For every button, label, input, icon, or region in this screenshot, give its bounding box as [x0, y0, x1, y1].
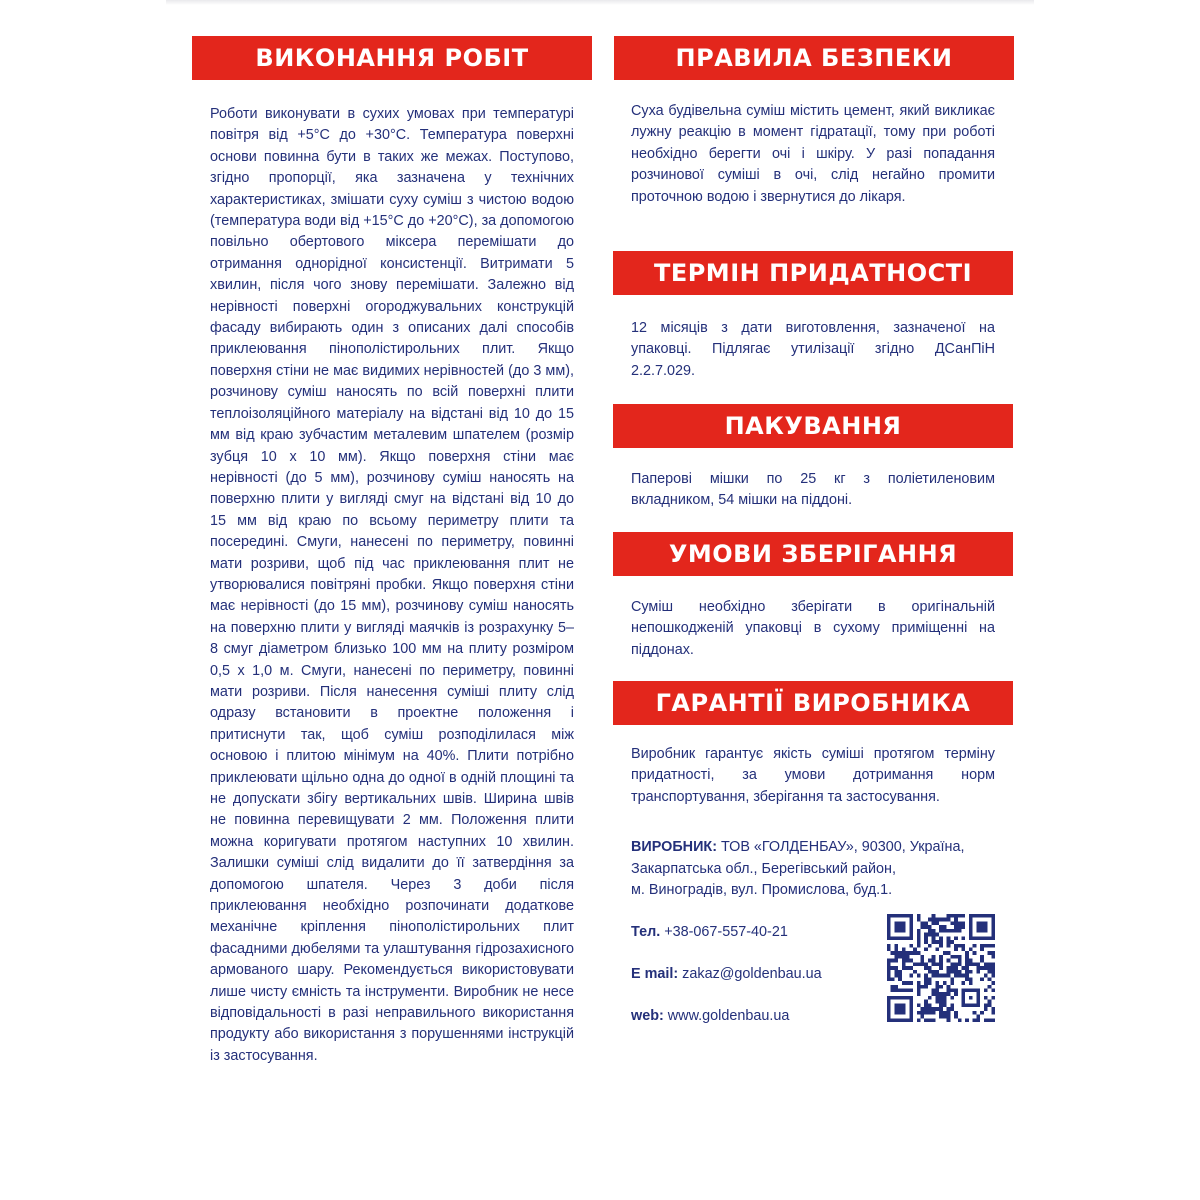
packaging-heading: ПАКУВАННЯ	[613, 404, 1013, 448]
warranty-heading: ГАРАНТІЇ ВИРОБНИКА	[613, 681, 1013, 725]
phone-value[interactable]: +38-067-557-40-21	[660, 924, 788, 940]
phone-line	[631, 922, 788, 943]
shelf-life-text: 12 місяців з дати виготовлення, зазначеної на упаковці. Підлягає утилізації згідно ДСанПіН 2.2.7.029.	[631, 320, 995, 379]
email-link[interactable]: zakaz@goldenbau.ua	[678, 966, 822, 982]
email-line	[631, 964, 822, 985]
email-label: E mail:	[631, 966, 679, 982]
web-line	[631, 1006, 789, 1027]
packaging-text: Паперові мішки по 25 кг з поліетиленовим вкладником, 54 мішки на піддоні.	[631, 471, 995, 509]
storage-heading: УМОВИ ЗБЕРІГАННЯ	[613, 532, 1013, 576]
manufacturer-address-street: м. Виноградів, вул. Промислова, буд.1.	[631, 882, 893, 898]
storage-text: Суміш необхідно зберігати в оригінальній непошкодженій упаковці в сухому приміщенні на піддонах.	[631, 599, 995, 658]
web-link[interactable]: www.goldenbau.ua	[663, 1008, 790, 1024]
safety-text: Суха будівельна суміш містить цемент, який викликає лужну реакцію в момент гідратації, тому при роботі необхідно берегти очі і шкіру. У разі попадання розчинової суміші в очі, слід негайно промити проточною водою і звернутися до лікаря.	[631, 103, 995, 205]
manufacturer-name: ТОВ «ГОЛДЕНБАУ», 90300, Україна,	[717, 839, 965, 855]
phone-label: Тел.	[631, 924, 661, 940]
shelf-life-heading: ТЕРМІН ПРИДАТНОСТІ	[613, 251, 1013, 295]
manufacturer-address-region: Закарпатська обл., Берегівський район,	[631, 861, 896, 877]
safety-heading: ПРАВИЛА БЕЗПЕКИ	[614, 36, 1014, 80]
works-heading: ВИКОНАННЯ РОБІТ	[192, 36, 592, 80]
works-text: Роботи виконувати в сухих умовах при температурі повітря від +5°С до +30°С. Температура поверхні основи повинна бути в таких же межах. Поступово, згідно пропорції, яка зазначена у технічних характеристиках, змішати суху суміш з чистою водою (температура води від +15°С до +20°С), за допомогою повільно обертового міксера перемішати до отримання однорідної консистенції. Витримати 5 хвилин, після чого знову перемішати. Залежно від нерівності поверхні огороджувальних конструкцій фасаду вибирають один з описаних далі способів приклеювання пінополістирольних плит. Якщо поверхня стіни не має видимих нерівностей (до 3 мм), розчинову суміш наносять по всій поверхні плити теплоізоляційного матеріалу на відстані від 10 до 15 мм від краю зубчастим металевим шпателем (розмір зубця 10 х 10 мм). Якщо поверхня стіни має нерівності (до 5 мм), розчинову суміш наносять на поверхню плити у вигляді смуг на відстані від 10 до 15 мм від краю по всьому периметру плити та посередині. Смуги, нанесені по периметру, повинні мати розриви, щоб під час приклеювання плит не утворювалися повітряні пробки. Якщо поверхня стіни має нерівності (до 15 мм), розчинову суміш наносять на поверхню плити у вигляді маячків із розрахунку 5–8 смуг діаметром близько 100 мм на плиту розміром 0,5 х 1,0 м. Смуги, нанесені по периметру, повинні мати розриви. Після нанесення суміші плиту слід одразу встановити в проектне положення і притиснути так, щоб суміш розподілилася між основою і плитою мінімум на 40%. Плити потрібно приклеювати щільно одна до одної в одній площині та не допускати збігу вертикальних швів. Ширина швів не повинна перевищувати 2 мм. Положення плити можна коригувати протягом наступних 10 хвилин. Залишки суміші слід видалити до її затвердіння за допомогою шпателя. Через 3 доби після приклеювання необхідно розпочинати додаткове механічне кріплення пінополістирольних плит фасадними дюбелями та улаштування гідрозахисного армованого шару. Рекомендується використовувати лише чисту ємність та інструменти. Виробник не несе відповідальності в разі неправильного використання продукту або використання з порушеннями інструкцій із застосування.	[210, 106, 574, 1064]
warranty-text: Виробник гарантує якість суміші протягом терміну придатності, за умови дотримання норм транспортування, зберігання та застосування.	[631, 746, 995, 805]
top-edge-shadow	[166, 0, 1034, 5]
manufacturer-line-2	[631, 859, 896, 880]
web-label: web:	[631, 1008, 664, 1024]
manufacturer-label: ВИРОБНИК:	[631, 839, 717, 855]
manufacturer-line-1	[631, 837, 964, 858]
qr-code-icon[interactable]	[887, 914, 995, 1022]
manufacturer-line-3	[631, 880, 892, 901]
